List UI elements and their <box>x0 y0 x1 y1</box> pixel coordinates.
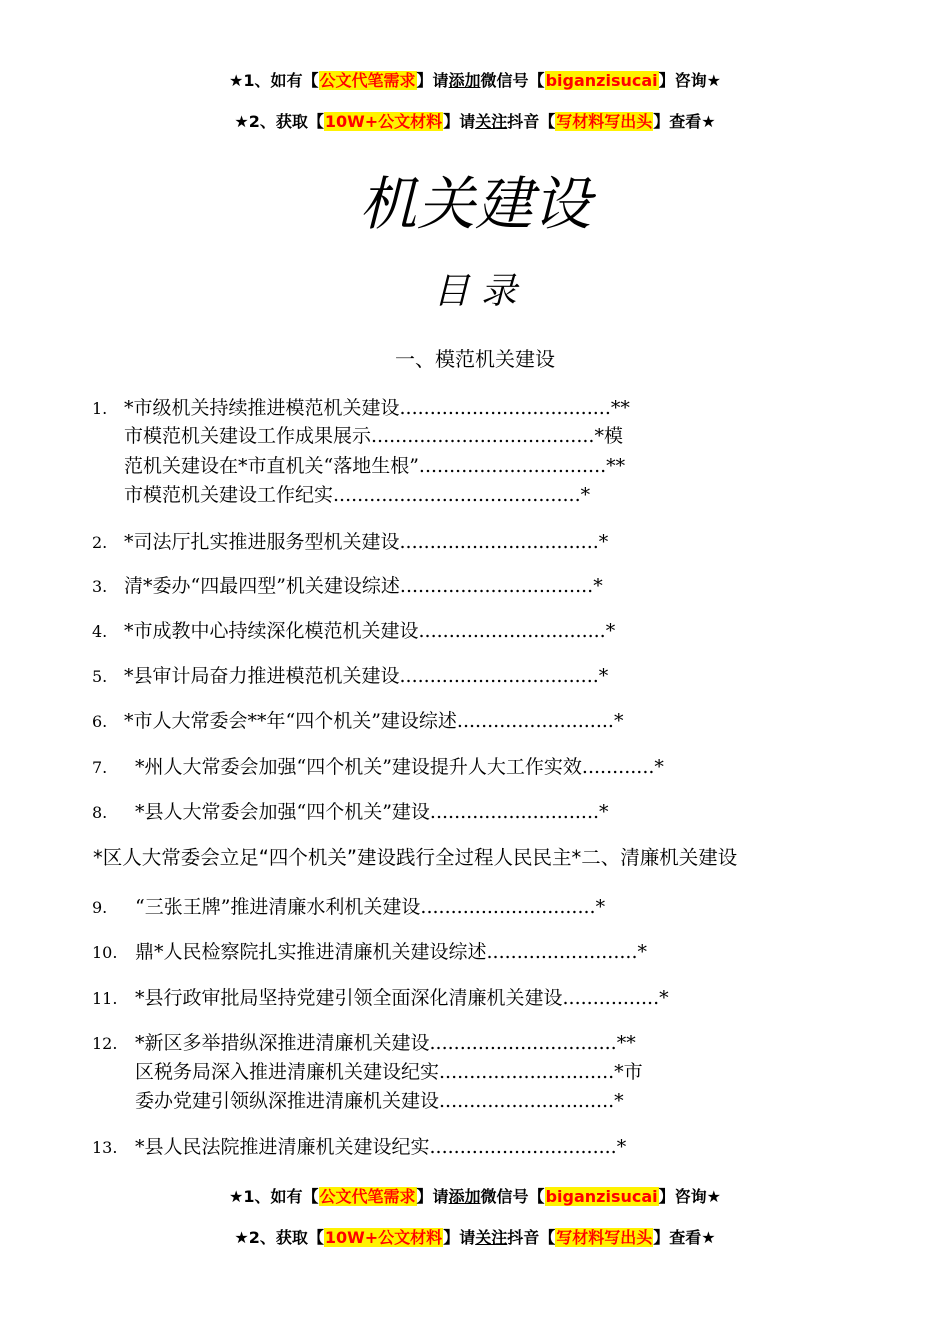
toc-number: 13. <box>92 1138 118 1157</box>
toc-entry-line[interactable]: *市级机关持续推进模范机关建设...................................** <box>124 397 630 419</box>
toc-entry-line[interactable]: *市成教中心持续深化模范机关建设...............................* <box>124 620 616 642</box>
toc-number: 8. <box>92 803 108 822</box>
toc-entry-line[interactable]: *市人大常委会**年“四个机关”建设综述..........................* <box>124 710 624 732</box>
banner-text: 】咨询★ <box>658 71 721 90</box>
toc-number: 3. <box>92 577 108 596</box>
toc-number: 9. <box>92 898 108 917</box>
banner-text: 微信号【 <box>480 71 545 90</box>
toc-heading: 目 录 <box>433 271 517 312</box>
toc-entry-line[interactable]: 区税务局深入推进清廉机关建设纪实.............................*市 <box>135 1061 643 1083</box>
underlined-add: 添加 <box>448 71 481 90</box>
underlined-follow: 关注 <box>475 1228 508 1247</box>
toc-entry-line[interactable]: “三张王牌”推进清廉水利机关建设.............................* <box>135 896 606 918</box>
banner-text: 】请 <box>416 1187 449 1206</box>
promo-banner-line-1-footer <box>0 1186 950 1208</box>
toc-entry-line[interactable]: 市模范机关建设工作成果展示.....................................*模 <box>124 425 623 447</box>
toc-entry-line[interactable]: *县行政审批局坚持党建引领全面深化清廉机关建设................* <box>135 987 669 1009</box>
banner-text: ★1、如有【 <box>229 71 319 90</box>
highlight-douyin: 写材料写出头 <box>556 112 653 131</box>
toc-entry-line[interactable]: 鼎*人民检察院扎实推进清廉机关建设综述.........................* <box>135 941 647 963</box>
highlight-materials: 10W+公文材料 <box>324 112 443 131</box>
underlined-add: 添加 <box>448 1187 481 1206</box>
toc-number: 1. <box>92 399 108 418</box>
toc-number: 4. <box>92 622 108 641</box>
toc-entry-line[interactable]: 市模范机关建设工作纪实.........................................* <box>124 484 591 506</box>
banner-text: 微信号【 <box>480 1187 545 1206</box>
toc-entry-line[interactable]: 委办党建引领纵深推进清廉机关建设.............................* <box>135 1090 624 1112</box>
banner-text: 】请 <box>443 1228 476 1247</box>
banner-text: 】查看★ <box>653 1228 716 1247</box>
banner-text: ★2、获取【 <box>234 1228 324 1247</box>
toc-entry-line[interactable]: *州人大常委会加强“四个机关”建设提升人大工作实效............* <box>135 756 664 778</box>
document-title: 机关建设 <box>358 170 591 238</box>
toc-entry-line[interactable]: *司法厅扎实推进服务型机关建设.................................* <box>124 531 609 553</box>
banner-text: 】请 <box>416 71 449 90</box>
promo-banner-line-1 <box>0 70 950 92</box>
banner-text: ★1、如有【 <box>229 1187 319 1206</box>
toc-entry-line[interactable]: *县人民法院推进清廉机关建设纪实...............................* <box>135 1136 627 1158</box>
toc-entry-line[interactable]: 范机关建设在*市直机关“落地生根”...............................** <box>124 455 626 477</box>
banner-text: 】咨询★ <box>658 1187 721 1206</box>
highlight-service: 公文代笔需求 <box>319 1187 416 1206</box>
highlight-wechat-id: biganzisucai <box>545 71 658 90</box>
toc-entry-line[interactable]: 清*委办“四最四型”机关建设综述................................* <box>124 575 603 597</box>
highlight-wechat-id: biganzisucai <box>545 1187 658 1206</box>
banner-text: 抖音【 <box>507 112 556 131</box>
section-heading-1: 一、模范机关建设 <box>395 347 555 371</box>
highlight-service: 公文代笔需求 <box>319 71 416 90</box>
promo-banner-line-2-footer <box>0 1227 950 1249</box>
toc-number: 10. <box>92 943 118 962</box>
banner-text: 】查看★ <box>653 112 716 131</box>
toc-number: 12. <box>92 1034 118 1053</box>
underlined-follow: 关注 <box>475 112 508 131</box>
toc-entry-line[interactable]: *县审计局奋力推进模范机关建设.................................* <box>124 665 609 687</box>
toc-number: 6. <box>92 712 108 731</box>
toc-entry-line[interactable]: *新区多举措纵深推进清廉机关建设...............................** <box>135 1032 636 1054</box>
promo-banner-line-2 <box>0 111 950 133</box>
banner-text: 抖音【 <box>507 1228 556 1247</box>
toc-number: 5. <box>92 667 108 686</box>
banner-text: ★2、获取【 <box>234 112 324 131</box>
highlight-douyin: 写材料写出头 <box>556 1228 653 1247</box>
toc-number: 11. <box>92 989 118 1008</box>
toc-number: 7. <box>92 758 108 777</box>
section-heading-2-merged: *区人大常委会立足“四个机关”建设践行全过程人民民主*二、清廉机关建设 <box>93 846 738 869</box>
toc-entry-line[interactable]: *县人大常委会加强“四个机关”建设............................* <box>135 801 609 823</box>
banner-text: 】请 <box>443 112 476 131</box>
toc-number: 2. <box>92 533 108 552</box>
highlight-materials: 10W+公文材料 <box>324 1228 443 1247</box>
